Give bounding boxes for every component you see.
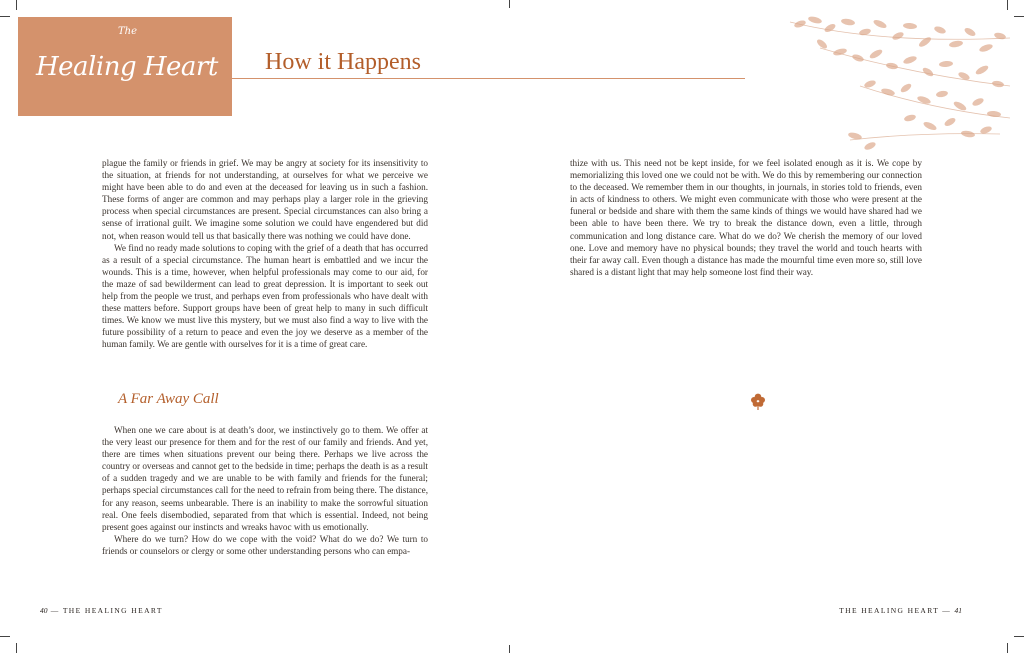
page-number: 40 bbox=[40, 606, 48, 615]
running-head: — THE HEALING HEART bbox=[50, 606, 163, 615]
paragraph: When one we care about is at death’s door, we instinctively go to them. We offer at the very least our presence for them and for the rest of our family and friends. And yet, there are times when situations prevent our being there. Perhaps we live across the country or overseas and cannot get to the bedside in time; perhaps the death is as a result of a sudden tragedy and we are unable to be with family and friends for the funeral; perhaps special circumstances call for the need to refrain from being there. The distance, for any reason, seems unbearable. There is an inability to make the sorrowful situation real. One feels disembodied, separated from that which is essential. Indeed, not being present goes against our instincts and wreaks havoc with us emotionally. bbox=[102, 425, 428, 532]
leaf-ornament-icon bbox=[749, 392, 767, 412]
crop-mark bbox=[1007, 643, 1008, 653]
paragraph: plague the family or friends in grief. We may be angry at society for its insensitivity to the situation, at friends for not understanding, at ourselves for what we perceive we might have been able to do and even at the deceased for leaving us in such a fashion. These forms of anger are common and may perhaps play a larger role in the grieving process when special circumstances are present. Special circumstances can also bring a sense of irrational guilt. We imagine some solution we could have engendered but did not, when reason would tell us that basically there was nothing we could have done. bbox=[102, 158, 428, 241]
logo-the: The bbox=[118, 26, 138, 37]
left-column bbox=[102, 157, 428, 351]
title-rule bbox=[232, 78, 745, 79]
paragraph: thize with us. This need not be kept inside, for we feel isolated enough as it is. We cope by memorializing this loved one we could not be with. We do this by remembering our connection to the deceased. We remember them in our thoughts, in journals, in stories told to friends, even in acts of kindness to others. We might even communicate with those who were present at the funeral or bedside and share with them the same kinds of things we would have shared had we been able to have been there. We try to break the distance down, even a little, through communication and long distance care. What do we do? We cherish the memory of our loved one. Love and memory have no physical bounds; they travel the world and touch hearts with their far away call. Even though a distance has made the mournful time even more so, still love shared is a distant light that may help someone lost find their way. bbox=[570, 158, 922, 277]
left-folio bbox=[40, 606, 163, 615]
crop-mark bbox=[0, 636, 10, 637]
right-folio bbox=[839, 606, 962, 615]
page-title: How it Happens bbox=[265, 49, 421, 75]
running-head: THE HEALING HEART — bbox=[839, 606, 952, 615]
crop-mark bbox=[1014, 16, 1024, 17]
crop-mark bbox=[1007, 0, 1008, 10]
section-body bbox=[102, 424, 428, 557]
crop-mark bbox=[0, 16, 10, 17]
section-heading: A Far Away Call bbox=[118, 391, 219, 407]
foliage-illustration bbox=[760, 14, 1012, 160]
crop-mark bbox=[509, 645, 510, 653]
paragraph: Where do we turn? How do we cope with the void? What do we do? We turn to friends or counselors or clergy or some other understanding persons who can empa- bbox=[102, 533, 428, 556]
paragraph: We find no ready made solutions to coping with the grief of a death that has occurred as a result of a special circumstance. The human heart is embattled and we incur the wounds. This is a time, however, when helpful professionals may come to our aid, for the maze of sad bewilderment can lead to great depression. It is important to seek out help from the people we trust, and perhaps even from professionals who have dealt with these matters before. Support groups have been of great help to many in such difficult times. We know we must live this mystery, but we must also find a way to live with the future possibility of a return to peace and even the joy we deserve as a member of the human family. We are gentle with ourselves for it is a time of great care. bbox=[102, 242, 428, 350]
crop-mark bbox=[1014, 636, 1024, 637]
crop-mark bbox=[16, 643, 17, 653]
page-number: 41 bbox=[954, 606, 962, 615]
crop-mark bbox=[16, 0, 17, 10]
logo-title: Healing Heart bbox=[36, 52, 218, 82]
right-column bbox=[570, 157, 922, 278]
crop-mark bbox=[509, 0, 510, 8]
